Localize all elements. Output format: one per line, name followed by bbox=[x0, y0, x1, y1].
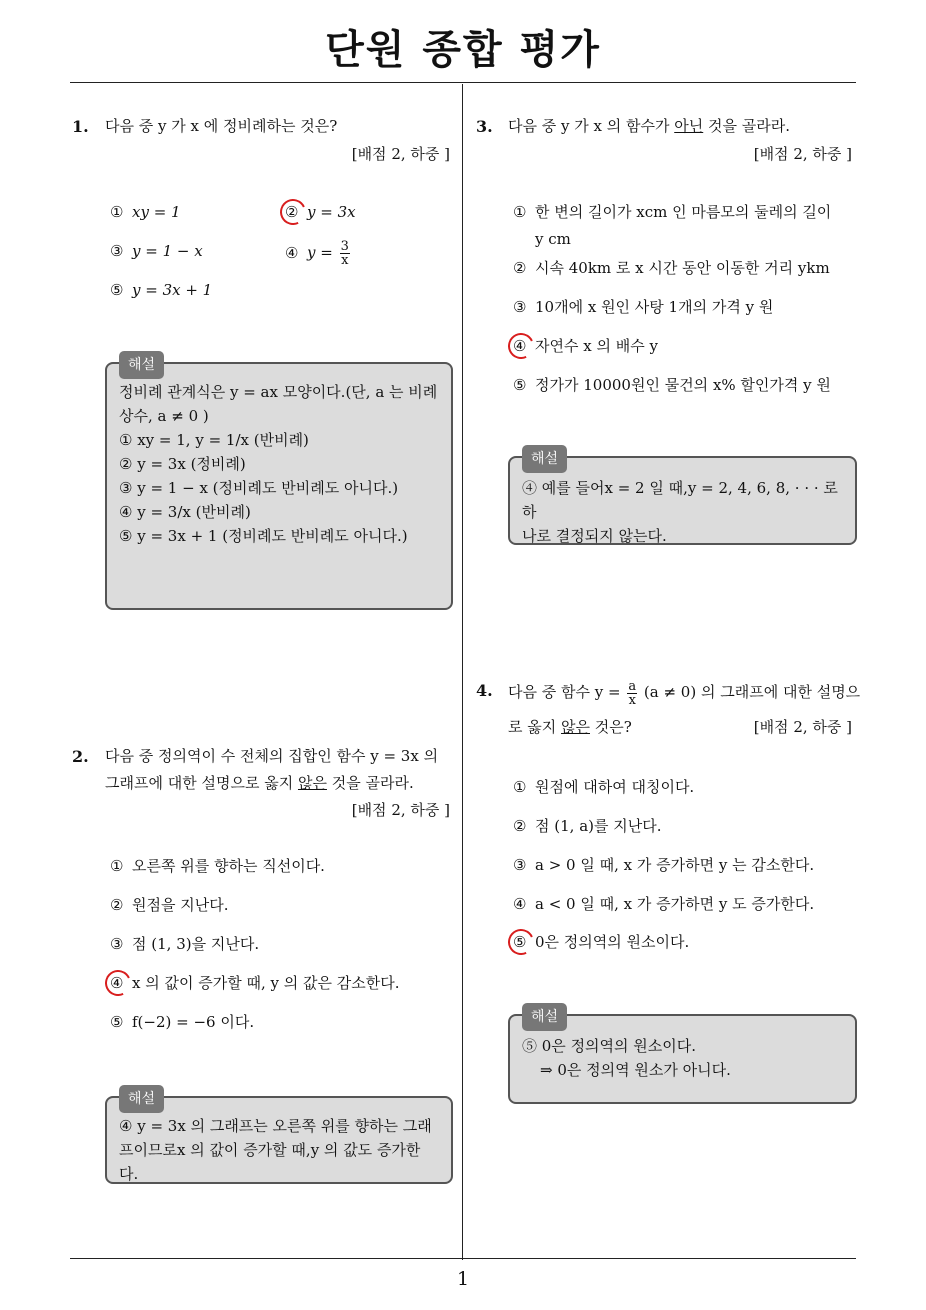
option-3[interactable]: ③ 10개에 x 원인 사탕 1개의 가격 y 원 bbox=[513, 298, 774, 316]
solution-line: ④ 예를 들어x = 2 일 때,y = 2, 4, 6, 8, · · · 로 하 bbox=[522, 479, 838, 521]
solution-line: ③ y = 1 − x (정비례도 반비례도 아니다.) bbox=[119, 479, 399, 497]
score-label: [배점 2, 하중 ] bbox=[753, 145, 852, 163]
option-2[interactable]: ② 시속 40km 로 x 시간 동안 이동한 거리 ykm bbox=[513, 259, 830, 277]
question-text-line: 그래프에 대한 설명으로 옳지 않은 것을 골라라. bbox=[105, 774, 414, 792]
solution-line: 나로 결정되지 않는다. bbox=[522, 527, 667, 545]
solution-line: ⇒ 0은 정의역 원소가 아니다. bbox=[540, 1061, 731, 1079]
solution-box bbox=[105, 357, 453, 610]
option-3[interactable]: ③ y = 1 − x bbox=[110, 242, 203, 260]
option-2[interactable]: ② 원점을 지난다. bbox=[110, 896, 229, 914]
option-2[interactable]: ② 점 (1, a)를 지난다. bbox=[513, 817, 662, 835]
option-1-continued: y cm bbox=[535, 230, 571, 248]
solution-box bbox=[105, 1091, 453, 1184]
column-divider bbox=[462, 84, 463, 1260]
option-5[interactable]: ⑤ 정가가 10000원인 물건의 x% 할인가격 y 원 bbox=[513, 376, 831, 394]
option-4[interactable]: ④ 자연수 x 의 배수 y bbox=[513, 337, 658, 355]
header-rule bbox=[70, 82, 856, 83]
solution-line: ⑤ 0은 정의역의 원소이다. bbox=[522, 1037, 697, 1055]
option-2[interactable]: ② y = 3x bbox=[285, 203, 356, 221]
score-label: [배점 2, 하중 ] bbox=[351, 145, 450, 163]
option-4[interactable]: ④ a < 0 일 때, x 가 증가하면 y 도 증가한다. bbox=[513, 895, 815, 913]
option-3[interactable]: ③ 점 (1, 3)을 지난다. bbox=[110, 935, 260, 953]
solution-line: 프이므로x 의 값이 증가할 때,y 의 값도 증가한다. bbox=[119, 1141, 421, 1183]
option-5[interactable]: ⑤ y = 3x + 1 bbox=[110, 281, 213, 299]
question-text: 다음 중 y 가 x 의 함수가 아닌 것을 골라라. bbox=[508, 117, 790, 135]
solution-label: 해설 bbox=[522, 1003, 567, 1031]
solution-line: ⑤ y = 3x + 1 (정비례도 반비례도 아니다.) bbox=[119, 527, 408, 545]
solution-label: 해설 bbox=[119, 351, 164, 379]
option-1[interactable]: ① 원점에 대하여 대칭이다. bbox=[513, 778, 695, 796]
solution-label: 해설 bbox=[522, 445, 567, 473]
solution-line: 상수, a ≠ 0 ) bbox=[119, 407, 209, 425]
solution-line: 정비례 관계식은 y = ax 모양이다.(단, a 는 비례 bbox=[119, 383, 438, 401]
score-label: [배점 2, 하중 ] bbox=[351, 801, 450, 819]
solution-line: ② y = 3x (정비례) bbox=[119, 455, 246, 473]
option-4[interactable]: ④ x 의 값이 증가할 때, y 의 값은 감소한다. bbox=[110, 974, 400, 992]
score-label: [배점 2, 하중 ] bbox=[753, 718, 852, 736]
option-1[interactable]: ① xy = 1 bbox=[110, 203, 181, 221]
option-1[interactable]: ① 오른쪽 위를 향하는 직선이다. bbox=[110, 857, 325, 875]
solution-label: 해설 bbox=[119, 1085, 164, 1113]
solution-line: ④ y = 3x 의 그래프는 오른쪽 위를 향하는 그래 bbox=[119, 1117, 432, 1135]
question-text-line: 다음 중 함수 y = $\frac{a}{x}$ (a ≠ 0) 의 그래프에 대한 설명으 bbox=[508, 678, 861, 708]
option-5[interactable]: ⑤ 0은 정의역의 원소이다. bbox=[513, 933, 690, 951]
page-number: 1 bbox=[456, 1268, 470, 1290]
solution-line: ④ y = 3/x (반비례) bbox=[119, 503, 251, 521]
question-number: 1. bbox=[72, 117, 89, 136]
option-5[interactable]: ⑤ f(−2) = −6 이다. bbox=[110, 1013, 255, 1031]
solution-box bbox=[508, 1009, 857, 1104]
option-3[interactable]: ③ a > 0 일 때, x 가 증가하면 y 는 감소한다. bbox=[513, 856, 815, 874]
question-text-line: 다음 중 정의역이 수 전체의 집합인 함수 y = 3x 의 bbox=[105, 747, 439, 765]
option-1[interactable]: ① 한 변의 길이가 xcm 인 마름모의 둘레의 길이 bbox=[513, 203, 832, 221]
footer-rule bbox=[70, 1258, 856, 1259]
page-title: 단원 종합 평가 bbox=[325, 27, 601, 73]
solution-box bbox=[508, 451, 857, 545]
question-number: 3. bbox=[476, 117, 493, 136]
question-number: 4. bbox=[476, 681, 493, 700]
option-4[interactable]: ④ y = $\frac{3}{x}$ bbox=[285, 239, 349, 268]
question-text-line: 로 옳지 않은 것은? bbox=[508, 718, 632, 736]
solution-line: ① xy = 1, y = 1/x (반비례) bbox=[119, 431, 309, 449]
question-number: 2. bbox=[72, 747, 89, 766]
question-text: 다음 중 y 가 x 에 정비례하는 것은? bbox=[105, 117, 338, 135]
